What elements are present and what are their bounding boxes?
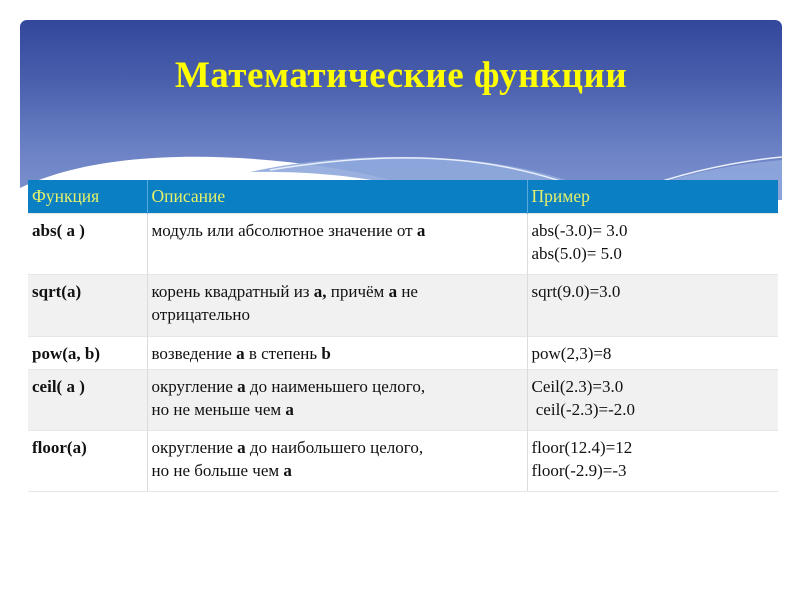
variable-text: a [236,344,245,363]
description-line [152,375,523,398]
math-functions-table [28,180,778,492]
table-row [28,275,778,337]
variable-text: b [321,344,331,363]
description-text: округление [151,377,238,396]
description-line [152,342,523,365]
function-name-cell: floor(a) [28,431,147,492]
description-text: округление [151,438,238,457]
table-row [28,214,778,275]
function-name-cell: pow(a, b) [28,337,147,370]
description-cell [147,337,527,370]
description-cell [147,370,527,431]
variable-text: a [237,377,246,396]
description-text: корень квадратный из [151,282,314,301]
slide-title: Математические функции [174,55,628,96]
table-header-row [28,180,778,214]
example-line: abs(-3.0)= 3.0 [531,221,628,240]
description-text: не [397,282,418,301]
header-function: Функция [28,180,147,214]
description-text: причём [326,282,389,301]
variable-text: a, [313,282,327,301]
example-cell [527,370,778,431]
description-text: модуль или абсолютное значение от [151,221,417,240]
example-cell [527,337,778,370]
table-row [28,431,778,492]
header-description: Описание [147,180,527,214]
example-line: sqrt(9.0)=3.0 [531,282,621,301]
description-line [152,459,523,482]
example-line: abs(5.0)= 5.0 [531,244,622,263]
variable-text: a [237,438,246,457]
example-line: Ceil(2.3)=3.0 [531,377,624,396]
description-cell [147,275,527,337]
description-text: отрицательно [151,305,251,324]
table-row [28,370,778,431]
description-cell [147,214,527,275]
description-text: но не меньше чем [151,400,286,419]
example-cell [527,431,778,492]
description-text: до наибольшего целого, [245,438,424,457]
example-line: pow(2,3)=8 [531,344,612,363]
header-example: Пример [527,180,778,214]
example-line: floor(12.4)=12 [531,438,633,457]
variable-text: a [388,282,398,301]
description-line [152,398,523,421]
description-line [152,219,523,242]
example-line: ceil(-2.3)=-2.0 [531,400,636,419]
description-line [152,280,523,303]
variable-text: a [416,221,426,240]
description-text: но не больше чем [151,461,284,480]
variable-text: a [285,400,294,419]
example-line: floor(-2.9)=-3 [531,461,627,480]
description-line [152,303,523,326]
description-text: в степень [244,344,322,363]
function-name-cell: abs( a ) [28,214,147,275]
function-name-cell: ceil( a ) [28,370,147,431]
description-cell [147,431,527,492]
table-row [28,337,778,370]
description-text: возведение [151,344,237,363]
title-banner [20,20,782,200]
description-text: до наименьшего целого, [245,377,426,396]
description-line [152,436,523,459]
function-name-cell: sqrt(a) [28,275,147,337]
example-cell [527,214,778,275]
variable-text: a [283,461,292,480]
wave-decoration [20,20,782,200]
example-cell [527,275,778,337]
